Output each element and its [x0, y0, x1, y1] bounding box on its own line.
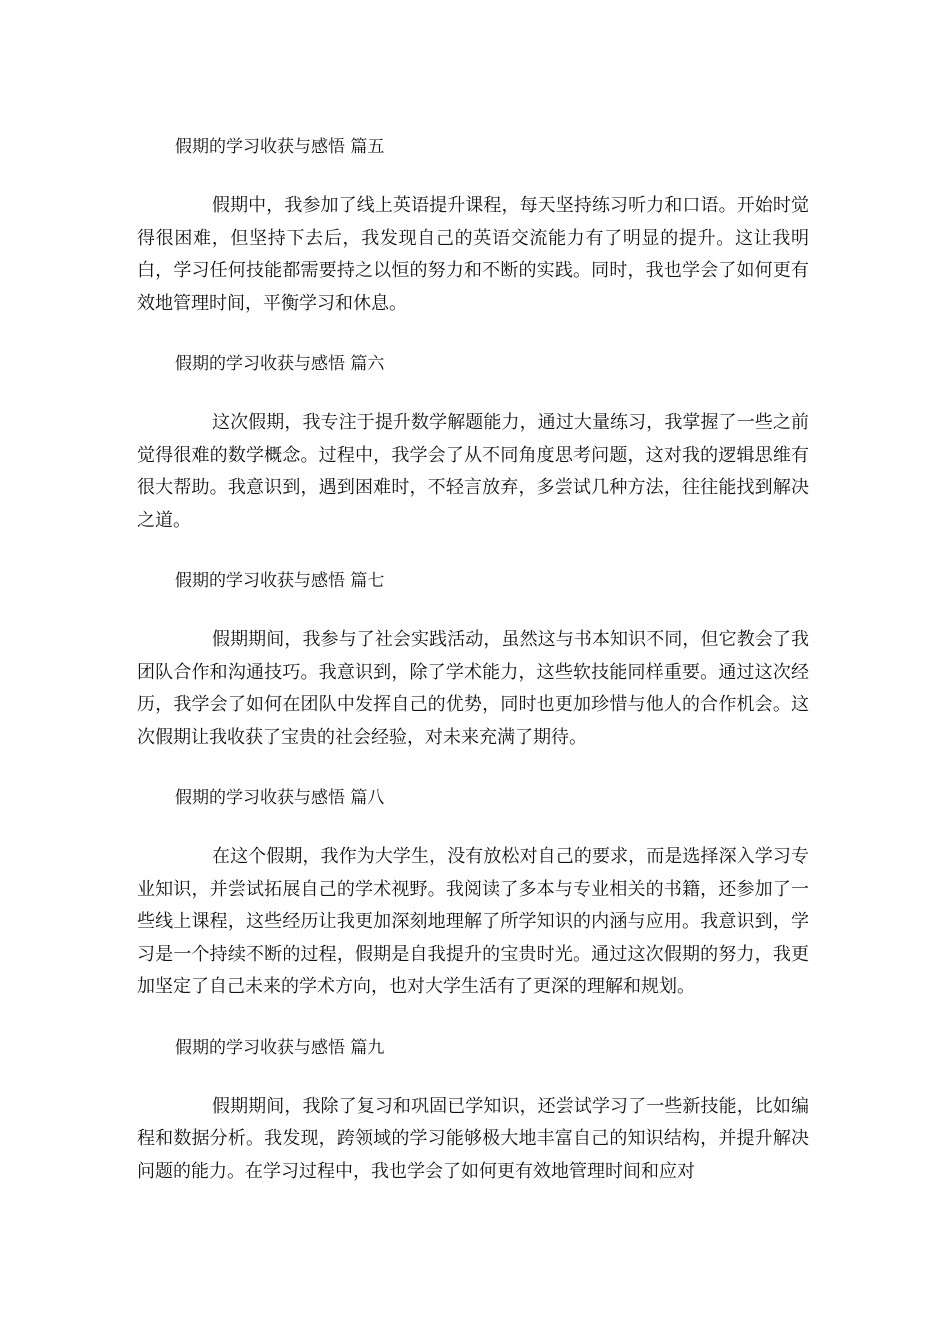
section-title-8: 假期的学习收获与感悟 篇八 — [175, 788, 385, 808]
document-page — [137, 131, 809, 1188]
section-body-7: 假期期间，我参与了社会实践活动，虽然这与书本知识不同，但它教会了我团队合作和沟通技巧。我意识到，除了学术能力，这些软技能同样重要。通过这次经历，我学会了如何在团队中发挥自己的优势，同时也更加珍惜与他人的合作机会。这次假期让我收获了宝贵的社会经验，对未来充满了期待。 — [137, 629, 809, 748]
section-body-5: 假期中，我参加了线上英语提升课程，每天坚持练习听力和口语。开始时觉得很困难，但坚持下去后，我发现自己的英语交流能力有了明显的提升。这让我明白，学习任何技能都需要持之以恒的努力和不断的实践。同时，我也学会了如何更有效地管理时间，平衡学习和休息。 — [137, 195, 809, 314]
section-body-6: 这次假期，我专注于提升数学解题能力，通过大量练习，我掌握了一些之前觉得很难的数学概念。过程中，我学会了从不同角度思考问题，这对我的逻辑思维有很大帮助。我意识到，遇到困难时，不轻言放弃，多尝试几种方法，往往能找到解决之道。 — [137, 412, 809, 531]
section-title-5: 假期的学习收获与感悟 篇五 — [175, 137, 385, 157]
section-title-9: 假期的学习收获与感悟 篇九 — [175, 1037, 385, 1058]
section-body-9: 假期期间，我除了复习和巩固已学知识，还尝试学习了一些新技能，比如编程和数据分析。我发现，跨领域的学习能够极大地丰富自己的知识结构，并提升解决问题的能力。在学习过程中，我也学会了如何更有效地管理时间和应对 — [137, 1095, 809, 1182]
section-body-8: 在这个假期，我作为大学生，没有放松对自己的要求，而是选择深入学习专业知识，并尝试拓展自己的学术视野。我阅读了多本与专业相关的书籍，还参加了一些线上课程，这些经历让我更加深刻地理解了所学知识的内涵与应用。我意识到，学习是一个持续不断的过程，假期是自我提升的宝贵时光。通过这次假期的努力，我更加坚定了自己未来的学术方向，也对大学生活有了更深的理解和规划。 — [137, 846, 809, 997]
section-title-7: 假期的学习收获与感悟 篇七 — [175, 571, 385, 591]
section-title-6: 假期的学习收获与感悟 篇六 — [175, 354, 385, 374]
